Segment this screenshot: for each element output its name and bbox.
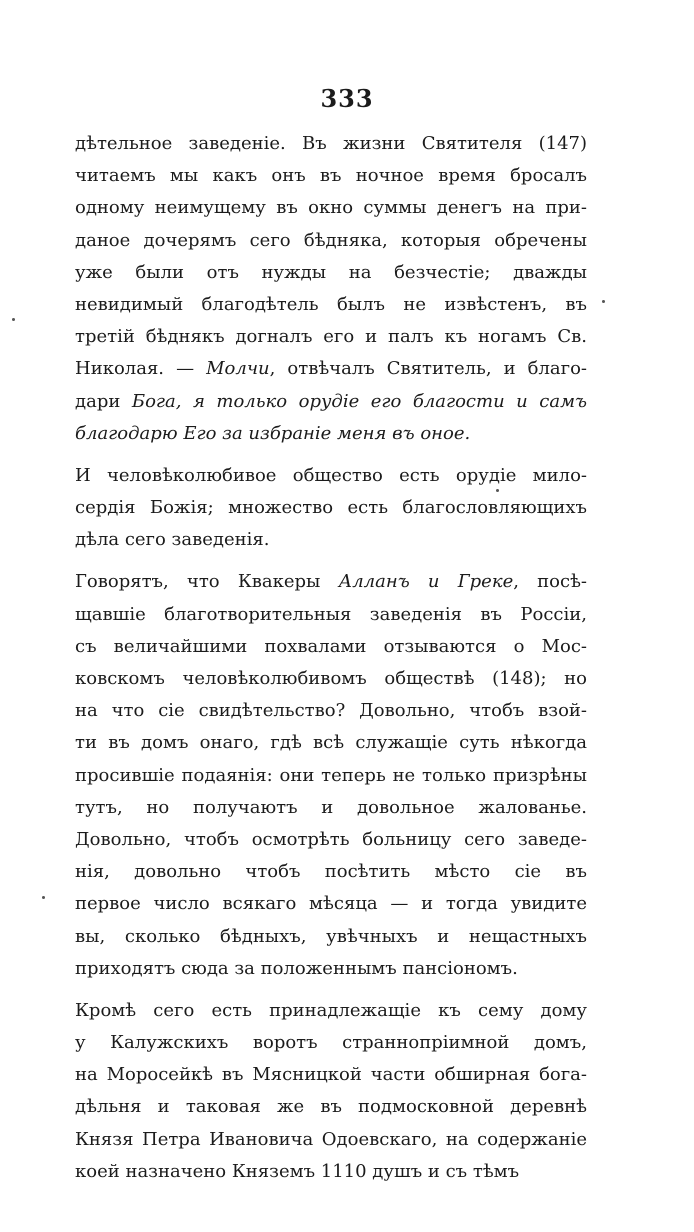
text-line (75, 289, 587, 321)
text-line (75, 128, 587, 160)
text-run: третій бѣднякъ догналъ его и палъ къ ногамъ Св. (75, 326, 587, 348)
italic-text: Алланъ и Греке (338, 571, 514, 593)
text-run: на Моросейкѣ въ Мясницкой части обширная бога- (75, 1064, 587, 1086)
text-run: на что сіе свидѣтельство? Довольно, чтобъ взой- (75, 700, 587, 722)
text-line (75, 695, 587, 727)
text-run: первое число всякаго мѣсяца — и тогда увидите (75, 893, 587, 915)
text-line (75, 321, 587, 353)
paragraph (75, 128, 587, 450)
text-line (75, 888, 587, 920)
scan-speck (12, 318, 15, 321)
text-run: щавшіе благотворительныя заведенія въ Россіи, (75, 603, 587, 625)
text-run: , посѣ- (513, 571, 588, 593)
paragraph (75, 460, 587, 557)
text-line (75, 760, 587, 792)
text-line (75, 225, 587, 257)
text-line (75, 353, 587, 385)
text-run: одному неимущему въ окно суммы денегъ на при- (75, 197, 587, 219)
italic-text: Бога, я только орудіе его благости и самъ (131, 390, 587, 412)
text-run: Говорятъ, что Квакеры (75, 571, 339, 593)
text-line (75, 792, 587, 824)
text-run: невидимый благодѣтель былъ не извѣстенъ, въ (75, 293, 587, 315)
text-line (75, 1124, 587, 1156)
text-line (75, 1091, 587, 1123)
text-line (75, 386, 587, 418)
text-run: уже были отъ нужды на безчестіе; дважды (75, 261, 587, 283)
text-line (75, 524, 587, 556)
text-line (75, 418, 587, 450)
text-line (75, 663, 587, 695)
text-run: ти въ домъ онаго, гдѣ всѣ служащіе суть нѣкогда (75, 732, 587, 754)
text-line (75, 460, 587, 492)
text-line (75, 824, 587, 856)
italic-text: Молчи (206, 358, 270, 380)
paragraph (75, 566, 587, 984)
text-run: дѣтельное заведеніе. Въ жизни Святителя (147) (75, 133, 587, 154)
text-line (75, 727, 587, 759)
text-run: даное дочерямъ сего бѣдняка, которыя обречены (75, 229, 587, 251)
text-run: просившіе подаянія: они теперь не только призрѣны (75, 764, 587, 786)
text-line (75, 856, 587, 888)
text-run: съ величайшими похвалами отзываются о Мос- (75, 635, 587, 657)
text-run: тутъ, но получаютъ и довольное жалованье. (75, 796, 587, 818)
text-run: дѣльня и таковая же въ подмосковной деревнѣ (75, 1096, 587, 1118)
text-run: Князя Петра Ивановича Одоевскаго, на содержаніе (75, 1128, 587, 1150)
text-line (75, 257, 587, 289)
scan-speck (602, 300, 605, 303)
paragraph (75, 995, 587, 1188)
text-line (75, 566, 587, 598)
text-run: , отвѣчалъ Святитель, и благо- (269, 358, 588, 380)
body-text (75, 128, 587, 1198)
text-line (75, 1059, 587, 1091)
text-line (75, 631, 587, 663)
text-line (75, 492, 587, 524)
text-line (75, 995, 587, 1027)
text-run: вы, сколько бѣдныхъ, увѣчныхъ и нещастныхъ (75, 925, 587, 947)
text-run: нія, довольно чтобъ посѣтить мѣсто сіе въ (75, 861, 587, 883)
text-run: приходятъ сюда за положеннымъ пансіономъ. (75, 957, 518, 979)
italic-text: благодарю Его за избраніе меня въ оное. (75, 422, 471, 444)
text-run: Николая. — (75, 358, 207, 380)
text-line (75, 160, 587, 192)
text-run: читаемъ мы какъ онъ въ ночное время бросалъ (75, 165, 587, 187)
text-line (75, 599, 587, 631)
text-run: Довольно, чтобъ осмотрѣть больницу сего заведе- (75, 828, 587, 850)
text-line (75, 1156, 587, 1188)
text-run: Кромѣ сего есть принадлежащіе къ сему дому (75, 999, 587, 1021)
text-line (75, 192, 587, 224)
text-line (75, 921, 587, 953)
scan-speck (496, 489, 499, 492)
scan-speck (42, 896, 45, 899)
text-run: ковскомъ человѣколюбивомъ обществѣ (148); но (75, 668, 587, 689)
text-run: сердія Божія; множество есть благословляющихъ (75, 497, 587, 519)
text-line (75, 1027, 587, 1059)
text-run: дѣла сего заведенія. (75, 529, 270, 551)
text-line (75, 953, 587, 985)
text-run: у Калужскихъ воротъ страннопріимной домъ, (75, 1032, 587, 1054)
text-run: дари (75, 390, 132, 412)
page-number: 333 (320, 84, 374, 113)
text-run: И человѣколюбивое общество есть орудіе мило- (75, 464, 587, 486)
text-run: коей назначено Княземъ 1110 душъ и съ тѣмъ (75, 1160, 520, 1182)
